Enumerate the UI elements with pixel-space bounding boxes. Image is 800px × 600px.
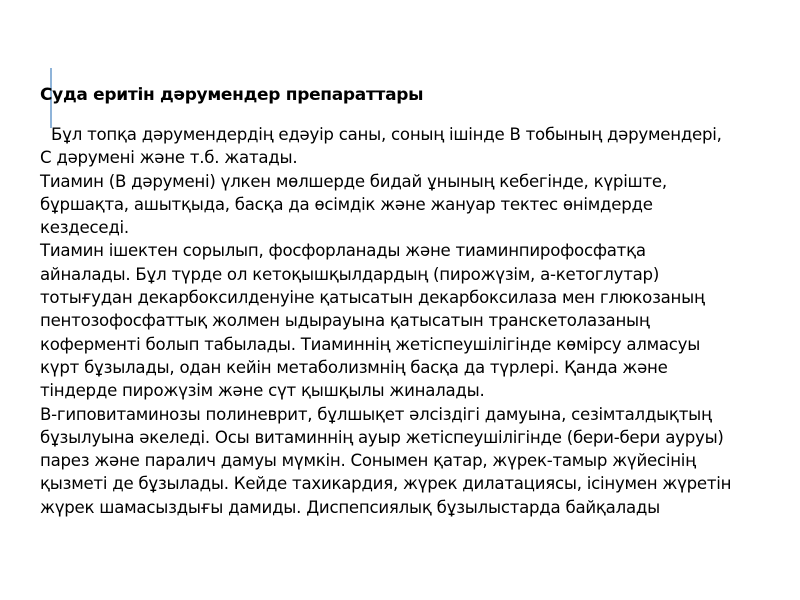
body-line: бұзылуына әкеледі. Осы витаминнің ауыр жетіспеушілігінде (бери-бери ауруы) bbox=[40, 427, 724, 447]
body-line: Тиамин (В дәрумені) үлкен мөлшерде бидай ұнының кебегінде, күріште, bbox=[40, 171, 667, 191]
slide-title: Суда еритін дәрумендер препараттары bbox=[40, 85, 424, 105]
body-line: В-гиповитаминозы полиневрит, бұлшықет әлсіздігі дамуына, сезімталдықтың bbox=[40, 404, 712, 424]
body-line: Тиамин ішектен сорылып, фосфорланады және тиаминпирофосфатқа bbox=[40, 241, 646, 261]
slide-body bbox=[40, 123, 800, 519]
body-line: С дәрумені және т.б. жатады. bbox=[40, 148, 298, 168]
body-line: тотығудан декарбоксилденуіне қатысатын декарбоксилаза мен глюкозаның bbox=[40, 288, 705, 308]
body-line: пентозофосфаттық жолмен ыдырауына қатысатын транскетолазаның bbox=[40, 311, 650, 331]
body-line: кездеседі. bbox=[40, 218, 129, 238]
body-line: коферменті болып табылады. Тиаминнің жетіспеушілігінде көмірсу алмасуы bbox=[40, 334, 701, 354]
body-line: жүрек шамасыздығы дамиды. Диспепсиялық бұзылыстарда байқалады bbox=[40, 497, 660, 517]
body-line: күрт бұзылады, одан кейін метаболизмнің басқа да түрлері. Қанда және bbox=[40, 357, 668, 377]
body-line: тіндерде пирожүзім және сүт қышқылы жиналады. bbox=[40, 381, 485, 401]
body-line: Бұл топқа дәрумендердің едәуір саны, соның ішінде В тобының дәрумендері, bbox=[51, 125, 722, 144]
body-line: бұршақта, ашытқыда, басқа да өсімдік және жануар тектес өнімдерде bbox=[40, 194, 653, 214]
body-line: парез және паралич дамуы мүмкін. Сонымен қатар, жүрек-тамыр жүйесінің bbox=[40, 451, 696, 471]
body-line: қызметі де бұзылады. Кейде тахикардия, жүрек дилатациясы, ісінумен жүретін bbox=[40, 474, 732, 494]
body-line: айналады. Бұл түрде ол кетоқышқылдардың (пирожүзім, а-кетоглутар) bbox=[40, 264, 660, 284]
